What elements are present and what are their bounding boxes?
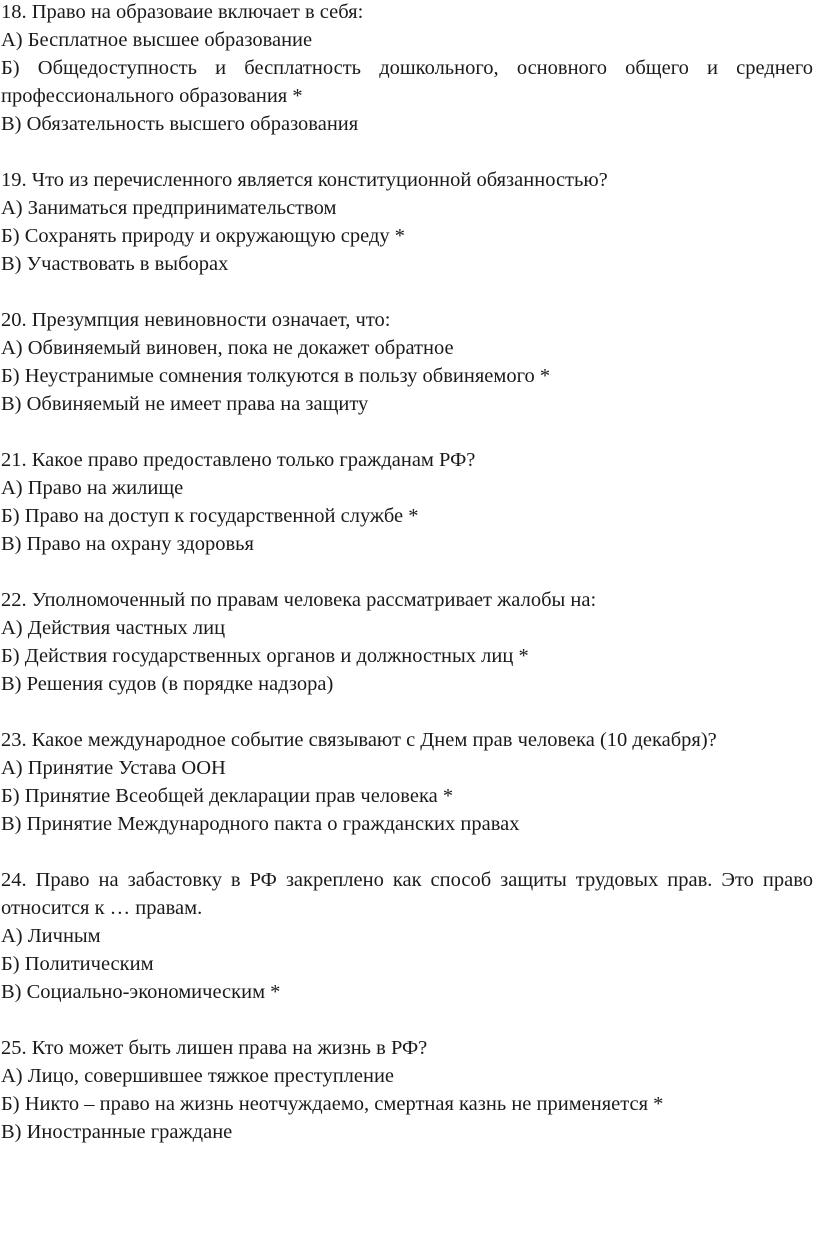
answer-option-b: Б) Сохранять природу и окружающую среду * bbox=[1, 225, 406, 247]
question-number: 19. bbox=[1, 169, 27, 191]
answer-option-c: В) Решения судов (в порядке надзора) bbox=[1, 673, 334, 695]
question-text: Какое международное событие связывают с Днем прав человека (10 декабря)? bbox=[31, 729, 717, 751]
answer-option-b: Б) Действия государственных органов и должностных лиц * bbox=[1, 645, 529, 667]
answer-option-c: В) Обязательность высшего образования bbox=[1, 113, 359, 135]
answer-option-a: А) Личным bbox=[1, 925, 101, 947]
question-21 bbox=[1, 446, 813, 558]
answer-option-a: А) Заниматься предпринимательством bbox=[1, 197, 337, 219]
document-page bbox=[1, 0, 813, 1174]
question-stem bbox=[1, 166, 813, 194]
answer-option-a: А) Принятие Устава ООН bbox=[1, 757, 226, 779]
question-number: 21. bbox=[1, 449, 27, 471]
question-number: 23. bbox=[1, 729, 27, 751]
question-text: Что из перечисленного является конституционной обязанностью? bbox=[31, 169, 608, 191]
answer-option-b: Б) Принятие Всеобщей декларации прав человека * bbox=[1, 785, 454, 807]
question-number: 22. bbox=[1, 589, 27, 611]
answer-option-c: В) Участвовать в выборах bbox=[1, 253, 229, 275]
question-text: Кто может быть лишен права на жизнь в РФ? bbox=[31, 1037, 428, 1059]
answer-option-a: А) Обвиняемый виновен, пока не докажет обратное bbox=[1, 337, 454, 359]
question-stem bbox=[1, 1034, 813, 1062]
question-stem bbox=[1, 726, 813, 754]
answer-option-a: А) Действия частных лиц bbox=[1, 617, 226, 639]
answer-option-c: В) Социально-экономическим * bbox=[1, 981, 281, 1003]
question-23 bbox=[1, 726, 813, 838]
answer-option-c: В) Принятие Международного пакта о гражданских правах bbox=[1, 813, 520, 835]
question-20 bbox=[1, 306, 813, 418]
question-18 bbox=[1, 0, 813, 138]
question-stem bbox=[1, 586, 813, 614]
question-number: 24. bbox=[1, 869, 27, 891]
question-text: Уполномоченный по правам человека рассматривает жалобы на: bbox=[31, 589, 597, 611]
question-text: Право на образоваие включает в себя: bbox=[31, 1, 364, 23]
answer-option-c: В) Обвиняемый не имеет права на защиту bbox=[1, 393, 369, 415]
question-text: Право на забастовку в РФ закреплено как способ защиты трудовых прав. Это право относится к … правам. bbox=[1, 869, 813, 919]
question-25 bbox=[1, 1034, 813, 1146]
question-text: Какое право предоставлено только гражданам РФ? bbox=[31, 449, 476, 471]
answer-option-b: Б) Политическим bbox=[1, 953, 154, 975]
question-text: Презумпция невиновности означает, что: bbox=[31, 309, 391, 331]
answer-option-b: Б) Общедоступность и бесплатность дошкольного, основного общего и среднего профессионального образования * bbox=[1, 57, 813, 107]
question-24 bbox=[1, 866, 813, 1006]
question-number: 25. bbox=[1, 1037, 27, 1059]
answer-option-a: А) Лицо, совершившее тяжкое преступление bbox=[1, 1065, 395, 1087]
answer-option-a: А) Право на жилище bbox=[1, 477, 184, 499]
answer-option-b: Б) Никто – право на жизнь неотчуждаемо, смертная казнь не применяется * bbox=[1, 1093, 664, 1115]
question-stem bbox=[1, 446, 813, 474]
question-19 bbox=[1, 166, 813, 278]
question-22 bbox=[1, 586, 813, 698]
answer-option-a: А) Бесплатное высшее образование bbox=[1, 29, 313, 51]
question-stem bbox=[1, 0, 813, 26]
question-number: 20. bbox=[1, 309, 27, 331]
answer-option-b: Б) Право на доступ к государственной службе * bbox=[1, 505, 419, 527]
question-stem bbox=[1, 866, 813, 922]
answer-option-c: В) Иностранные граждане bbox=[1, 1121, 233, 1143]
question-stem bbox=[1, 306, 813, 334]
answer-option-c: В) Право на охрану здоровья bbox=[1, 533, 254, 555]
question-number: 18. bbox=[1, 1, 27, 23]
answer-option-b: Б) Неустранимые сомнения толкуются в пользу обвиняемого * bbox=[1, 365, 551, 387]
